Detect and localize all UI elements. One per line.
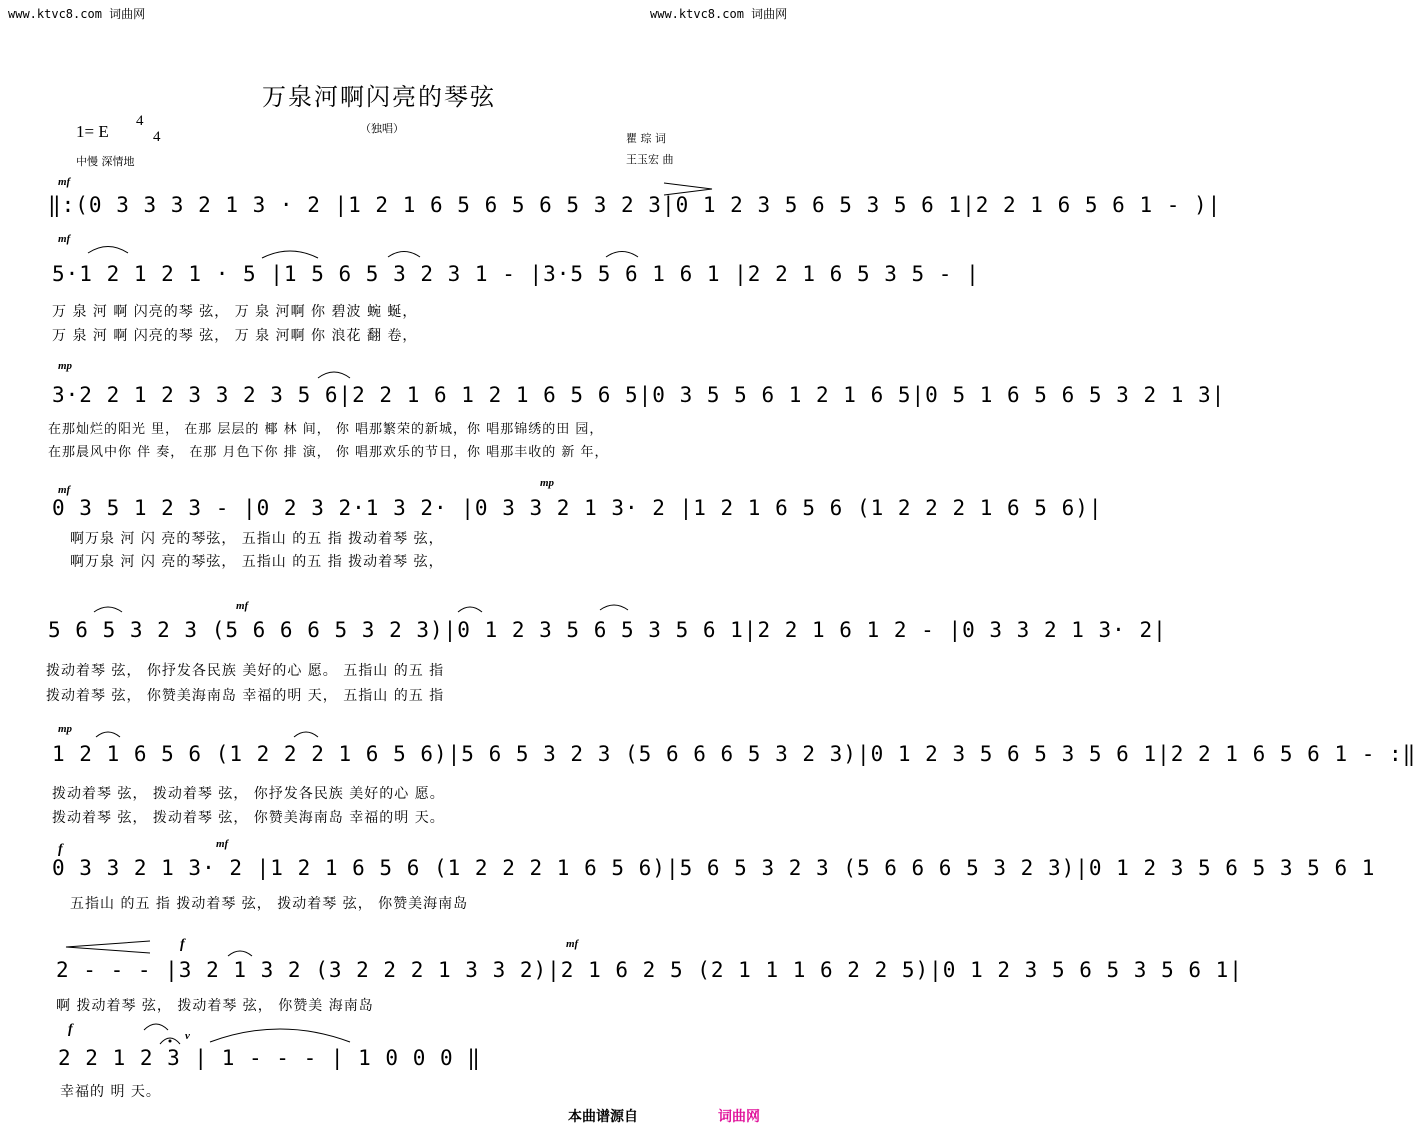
notation-row-1: ‖:(0 3 3 3 2 1 3 · 2 |1 2 1 6 5 6 5 6 5 3 2 3|0 1 2 3 5 6 5 3 5 6 1|2 2 1 6 5 6 1 - )| [48, 193, 1222, 217]
dynamic-mf: mf [58, 176, 71, 188]
slur [458, 607, 482, 612]
lyric-verse-2: 在那晨风中你 伴 奏， 在那 月色下你 排 演， 你 唱那欢乐的节日，你 唱那丰收的 新 年， [48, 445, 609, 460]
site-watermark-right: www.ktvc8.com 词曲网 [650, 7, 788, 21]
slur [96, 732, 120, 737]
footer-brand-link[interactable]: 词曲网 [718, 1109, 760, 1125]
dynamic-mf: mf [566, 938, 579, 950]
notation-row-7: 0 3 3 2 1 3· 2 |1 2 1 6 5 6 (1 2 2 2 1 6 5 6)|5 6 5 3 2 3 (5 6 6 6 5 3 2 3)|0 1 2 3 5 6 5 3 5 6 1 [52, 856, 1376, 880]
lyric-verse-2: 拨动着琴 弦， 拨动着琴 弦， 你赞美海南岛 幸福的明 天。 [52, 810, 445, 826]
lyricist-credit: 瞿 琮 词 [626, 132, 666, 145]
dynamic-mf: mf [236, 600, 249, 612]
time-signature-bottom: 4 [153, 129, 161, 145]
lyric-verse-2: 万 泉 河 啊 闪亮的琴 弦， 万 泉 河啊 你 浪花 翻 卷， [52, 328, 418, 344]
notation-row-5: 5 6 5 3 2 3 (5 6 6 6 5 3 2 3)|0 1 2 3 5 6 5 3 5 6 1|2 2 1 6 1 2 - |0 3 3 2 1 3· 2| [48, 618, 1167, 642]
slur [388, 252, 420, 258]
song-subtitle: （独唱） [360, 122, 404, 135]
time-signature-top: 4 [136, 113, 144, 129]
tie-long [210, 1029, 350, 1042]
lyric-verse-1: 拨动着琴 弦， 你抒发各民族 美好的心 愿。 五指山 的五 指 [46, 663, 445, 679]
dynamic-mf: mf [58, 484, 71, 496]
fermata-dot [169, 1040, 172, 1043]
lyric-line: 五指山 的五 指 拨动着琴 弦， 拨动着琴 弦， 你赞美海南岛 [70, 896, 469, 912]
slur [600, 605, 628, 610]
lyric-verse-1: 在那灿烂的阳光 里， 在那 层层的 椰 林 间， 你 唱那繁荣的新城，你 唱那锦绣的田 园， [48, 422, 604, 437]
notation-row-6: 1 2 1 6 5 6 (1 2 2 2 1 6 5 6)|5 6 5 3 2 3 (5 6 6 6 5 3 2 3)|0 1 2 3 5 6 5 3 5 6 1|2 2 1 6 5 6 1 - :‖ [52, 742, 1416, 766]
slur [228, 951, 252, 956]
dynamic-mf: mf [58, 233, 71, 245]
dynamic-f: f [68, 1022, 73, 1037]
dynamic-mp: mp [540, 477, 555, 489]
lyric-verse-1: 万 泉 河 啊 闪亮的琴 弦， 万 泉 河啊 你 碧波 蜿 蜒， [52, 304, 418, 320]
lyric-verse-2: 啊万泉 河 闪 亮的琴弦， 五指山 的五 指 拨动着琴 弦， [70, 554, 444, 570]
footer-source-text: 本曲谱源自 [568, 1109, 638, 1125]
decrescendo-hairpin [66, 941, 150, 953]
notation-row-9: 2 2 1 2 3 | 1 - - - | 1 0 0 0 ‖ [58, 1046, 481, 1070]
lyric-verse-2: 拨动着琴 弦， 你赞美海南岛 幸福的明 天， 五指山 的五 指 [46, 688, 445, 704]
notation-row-8: 2 - - - |3 2 1 3 2 (3 2 2 2 1 3 3 2)|2 1 6 2 5 (2 1 1 1 6 2 2 5)|0 1 2 3 5 6 5 3 5 6 1| [56, 958, 1243, 982]
slur [88, 247, 128, 254]
dynamic-mp: mp [58, 360, 73, 372]
site-watermark-left: www.ktvc8.com 词曲网 [8, 7, 146, 21]
slur [262, 251, 318, 258]
slur [318, 372, 350, 378]
composer-credit: 王玉宏 曲 [626, 153, 674, 166]
slur [94, 607, 122, 612]
lyric-verse-1: 拨动着琴 弦， 拨动着琴 弦， 你抒发各民族 美好的心 愿。 [52, 786, 445, 802]
dynamic-f: f [58, 842, 63, 857]
accent-hairpin [664, 183, 712, 195]
song-title: 万泉河啊闪亮的琴弦 [262, 83, 496, 111]
notation-row-3: 3·2 2 1 2 3 3 2 3 5 6|2 2 1 6 1 2 1 6 5 6 5|0 3 5 5 6 1 2 1 6 5|0 5 1 6 5 6 5 3 2 1 3| [52, 383, 1226, 407]
lyric-line: 幸福的 明 天。 [60, 1084, 161, 1100]
notation-row-2: 5·1 2 1 2 1 · 5 |1 5 6 5 3 2 3 1 - |3·5 5 6 1 6 1 |2 2 1 6 5 3 5 - | [52, 262, 980, 286]
lyric-verse-1: 啊万泉 河 闪 亮的琴弦， 五指山 的五 指 拨动着琴 弦， [70, 531, 444, 547]
notation-row-4: 0 3 5 1 2 3 - |0 2 3 2·1 3 2· |0 3 3 2 1 3· 2 |1 2 1 6 5 6 (1 2 2 2 1 6 5 6)| [52, 496, 1103, 520]
slur [294, 732, 318, 737]
dynamic-mf: mf [216, 838, 229, 850]
tempo-marking: 中慢 深情地 [76, 155, 135, 168]
breath-mark: v [185, 1030, 190, 1042]
key-signature: 1= E [76, 122, 109, 141]
lyric-line: 啊 拨动着琴 弦， 拨动着琴 弦， 你赞美 海南岛 [56, 998, 374, 1014]
dynamic-f: f [180, 937, 185, 952]
slur [606, 252, 638, 258]
dynamic-mp: mp [58, 723, 73, 735]
slur [144, 1024, 168, 1030]
